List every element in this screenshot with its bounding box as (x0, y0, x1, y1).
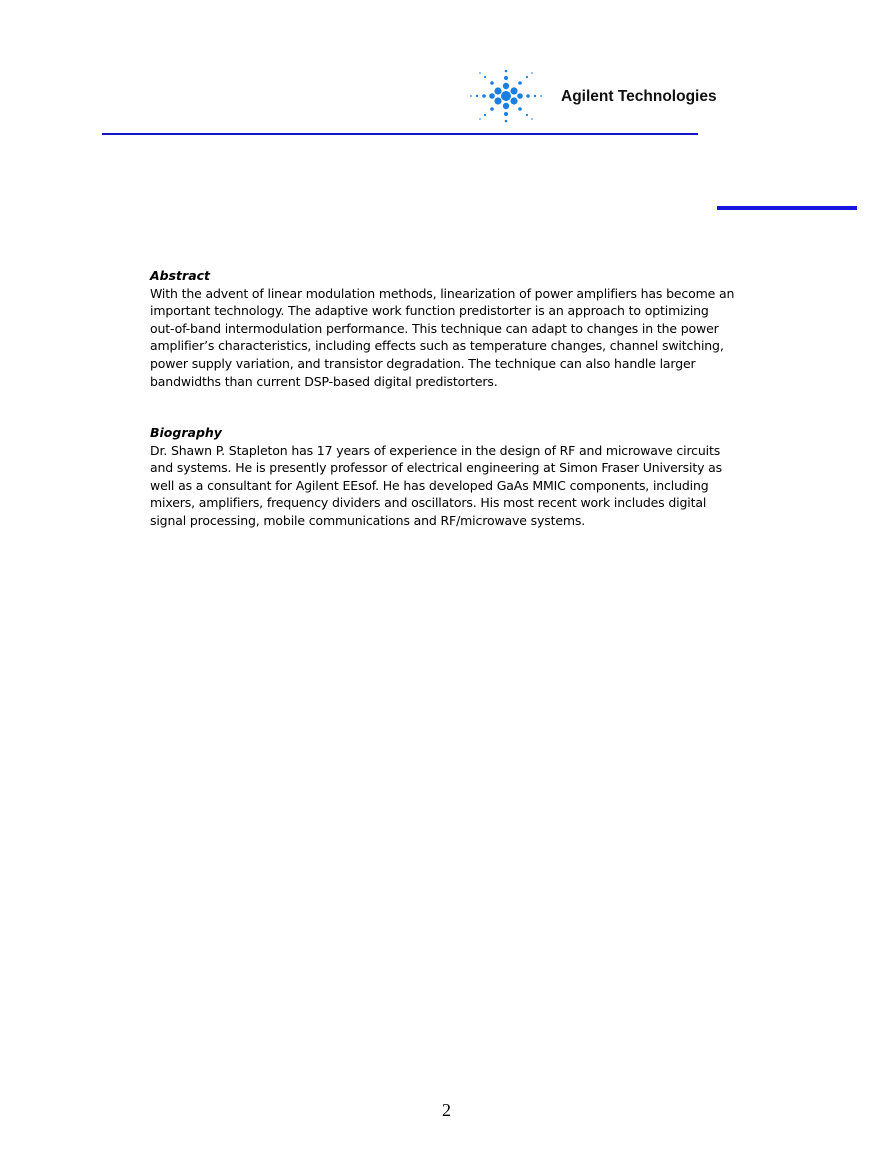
biography-line: signal processing, mobile communications and RF/microwave systems. (150, 512, 586, 528)
page-number: 2 (442, 1100, 451, 1120)
biography-line: Dr. Shawn P. Stapleton has 17 years of experience in the design of RF and microwave circuits (150, 442, 721, 458)
biography-line: mixers, amplifiers, frequency dividers and oscillators. His most recent work includes digital (150, 495, 707, 511)
abstract-line: out-of-band intermodulation performance. This technique can adapt to changes in the power (150, 320, 719, 336)
biography-line: and systems. He is presently professor of electrical engineering at Simon Fraser University as (150, 460, 723, 476)
abstract-line: power supply variation, and transistor degradation. The technique can also handle larger (150, 355, 696, 371)
side-accent-rule (717, 206, 857, 210)
abstract-line: bandwidths than current DSP-based digital predistorters. (150, 373, 498, 389)
abstract-section (150, 267, 762, 390)
biography-heading: Biography (150, 425, 222, 440)
abstract-line: important technology. The adaptive work function predistorter is an approach to optimizing (150, 303, 709, 319)
agilent-spark-icon (468, 64, 544, 128)
abstract-line: With the advent of linear modulation methods, linearization of power amplifiers has become an (150, 285, 735, 301)
biography-line: well as a consultant for Agilent EEsof. He has developed GaAs MMIC components, including (150, 477, 709, 493)
abstract-heading: Abstract (150, 268, 211, 283)
brand-name: Agilent Technologies (561, 88, 717, 105)
abstract-line: amplifier’s characteristics, including effects such as temperature changes, channel switching, (150, 338, 724, 354)
biography-paragraph (150, 442, 762, 530)
biography-section (150, 424, 762, 530)
header-rule (102, 133, 698, 135)
abstract-paragraph (150, 285, 762, 391)
